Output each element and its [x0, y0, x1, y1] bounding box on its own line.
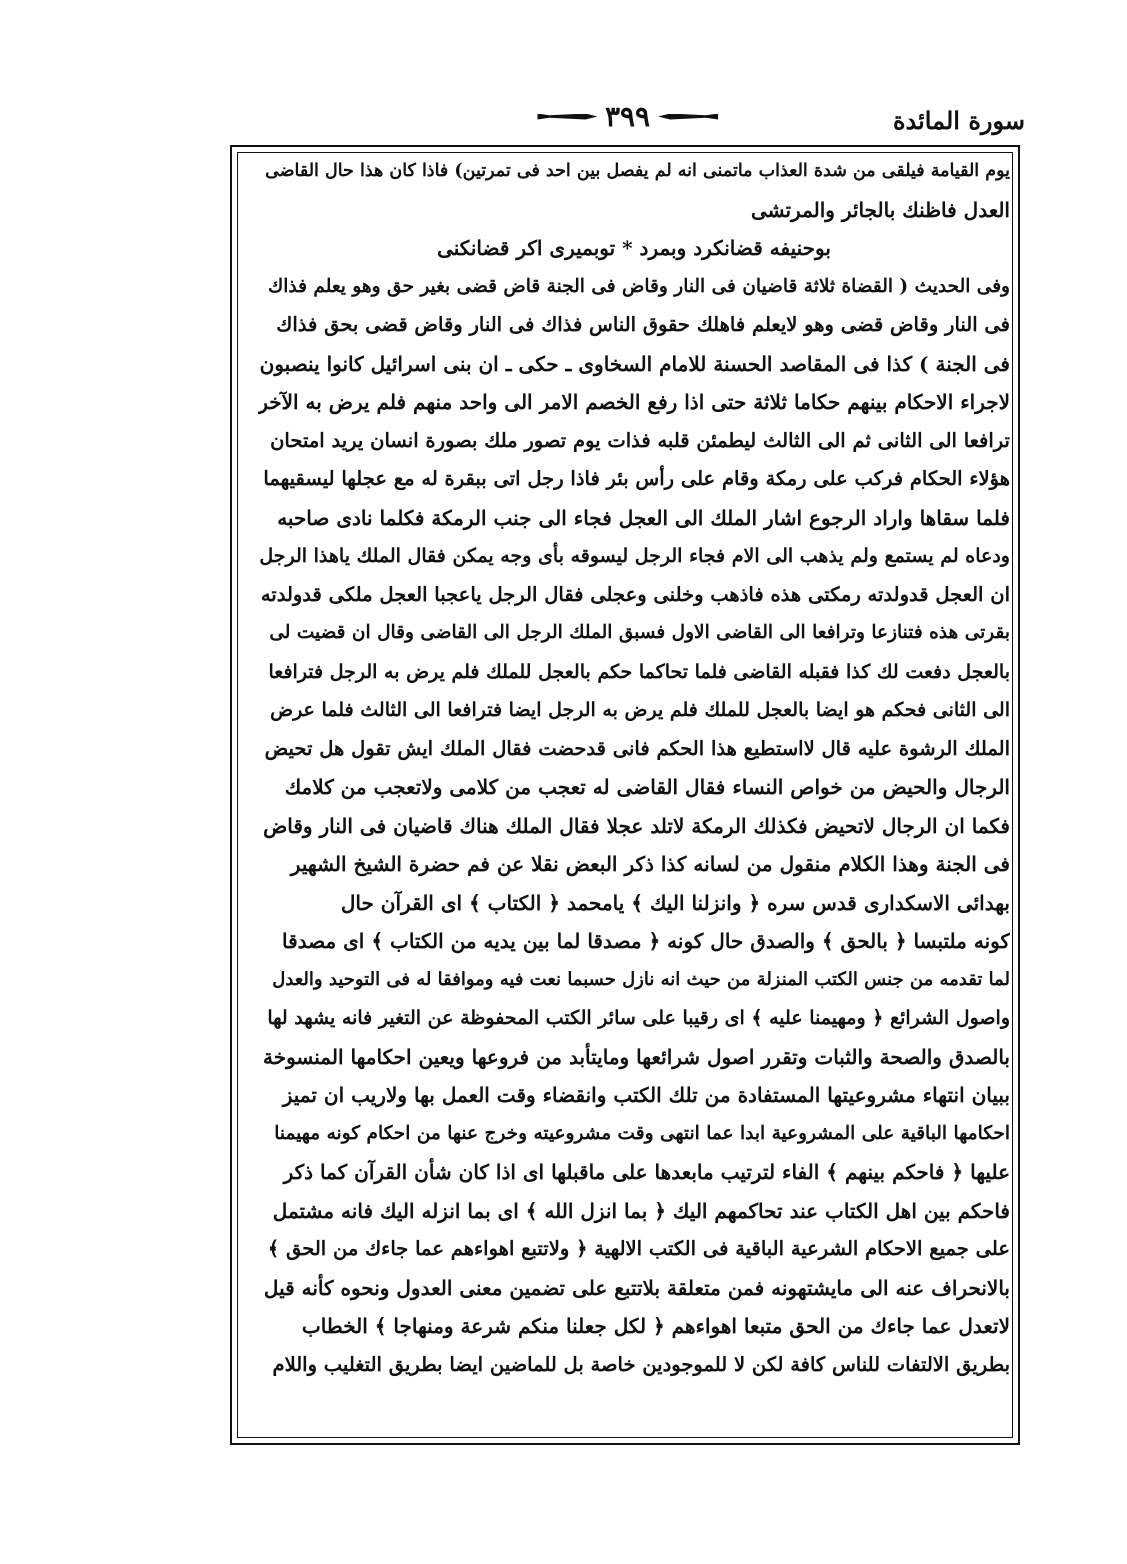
text-line: عليها ﴿ فاحكم بينهم ﴾ الفاء لترتيب مابعدها على ماقبلها اى اذا كان شأن القرآن كما ذكر: [283, 1160, 1010, 1184]
text-line: ودعاه لم يستمع ولم يذهب الى الام فجاء الرجل ليسوقه بأى وجه يمكن فقال الملك ياهذا الرجل: [259, 545, 1010, 567]
text-line: الملك الرشوة عليه قال لااستطيع هذا الحكم فانى قدحضت فقال الملك ايش تقول هل تحيض: [264, 736, 1010, 760]
text-line: بالعجل دفعت لك كذا فقبله القاضى فلما تحاكما حكم بالعجل للملك فلم يرض به الرجل فترافعا: [268, 660, 1010, 683]
text-line: احكامها الباقية على المشروعية ابدا عما انتهى وقت مشروعيته وخرج عنها من احكام كونه مهيمنا: [274, 1122, 1010, 1144]
ornament-right-icon: [537, 114, 597, 120]
text-line: بهدائى الاسكدارى قدس سره ﴿ وانزلنا اليك ﴾ يامحمد ﴿ الكتاب ﴾ اى القرآن حال: [340, 890, 1010, 915]
page-header: [230, 100, 1025, 140]
text-line: فلما سقاها واراد الرجوع اشار الملك الى العجل فجاء الى جنب الرمكة فكلما نادى صاحبه: [277, 505, 1010, 530]
text-line: الى الثانى فحكم هو ايضا بالعجل للملك فلم يرض به الرجل ايضا فترافعا الى الثالث فلما عرض: [270, 699, 1010, 721]
text-line: كونه ملتبسا ﴿ بالحق ﴾ والصدق حال كونه ﴿ مصدقا لما بين يديه من الكتاب ﴾ اى مصدقا: [281, 929, 1010, 953]
text-line: هؤلاء الحكام فركب على رمكة وقام على رأس بئر فاذا رجل اتى ببقرة له مع عجلها ليسقيهما: [263, 467, 1010, 490]
text-line: فكما ان الرجال لاتحيض فكذلك الرمكة لاتلد عجلا فقال الملك هناك قاضيان فى النار وقاض: [263, 813, 1010, 838]
text-line: بطريق الالتفات للناس كافة لكن لا للموجودين خاصة بل للماضين ايضا بطريق التغليب واللام: [272, 1352, 1010, 1376]
main-text: [258, 152, 1010, 1423]
surah-name: سورة المائدة: [892, 106, 1025, 135]
text-line: على جميع الاحكام الشرعية الباقية فى الكتب الالهية ﴿ ولاتتبع اهواءهم عما جاءك من الحق ﴾: [267, 1237, 1010, 1260]
page-number-block: [537, 100, 718, 133]
text-line: ترافعا الى الثانى ثم الى الثالث ليطمئن قلبه فذات يوم تصور ملك بصورة انسان يريد امتحان: [270, 428, 1010, 452]
poem-verse: بوحنيفه قضانكرد وبمرد * توبميرى اكر قضانكنى: [437, 236, 831, 260]
text-line: فاحكم بين اهل الكتاب عند تحاكمهم اليك ﴿ بما انزل الله ﴾ اى بما انزله اليك فانه مشتمل: [272, 1198, 1010, 1223]
text-line: العدل فاظنك بالجائر والمرتشى: [750, 197, 1010, 222]
text-line: لاجراء الاحكام بينهم حكاما ثلاثة حتى اذا رفع الخصم الامر الى واحد منهم فلم يرض به الآخر: [258, 390, 1010, 414]
text-line: ببيان انتهاء مشروعيتها المستفادة من تلك الكتب وانقضاء وقت العمل بها ولاريب ان تميز: [282, 1083, 1010, 1107]
ornament-left-icon: [658, 114, 718, 120]
text-line: لما تقدمه من جنس الكتب المنزلة من حيث انه نازل حسبما نعت فيه وموافقا له فى التوحيد والعدل: [272, 968, 1010, 990]
text-line: ان العجل قدولدته رمكتى هذه فاذهب وخلنى وعجلى فقال الرجل ياعجبا العجل ملكى قدولدته: [260, 582, 1010, 606]
text-line: [258, 1384, 1010, 1423]
text-line: فى الجنة وهذا الكلام منقول من لسانه كذا ذكر البعض نقلا عن فم حضرة الشيخ الشهير: [290, 852, 1010, 876]
text-line: فى النار وقاض قضى وهو لايعلم فاهلك حقوق الناس فذاك فى النار وقاض قضى بحق فذاك: [276, 313, 1010, 336]
text-line: فى الجنة ) كذا فى المقاصد الحسنة للامام السخاوى ـ حكى ـ ان بنى اسرائيل كانوا ينصبون: [259, 351, 1010, 376]
text-line: الرجال والحيض من خواص النساء فقال القاضى له تعجب من كلامى ولاتعجب من كلامك: [284, 775, 1010, 799]
text-line: يوم القيامة فيلقى من شدة العذاب ماتمنى انه لم يفصل بين احد فى تمرتين) فاذا كان هذا حال القاضى: [265, 161, 1010, 181]
text-line: واصول الشرائع ﴿ ومهيمنا عليه ﴾ اى رقيبا على سائر الكتب المحفوظة عن التغير فانه يشهد لها: [267, 1007, 1010, 1029]
text-line: لاتعدل عما جاءك من الحق متبعا اهواءهم ﴿ لكل جعلنا منكم شرعة ومنهاجا ﴾ الخطاب: [301, 1314, 1010, 1338]
text-line: وفى الحديث ( القضاة ثلاثة قاضيان فى النار وقاض فى الجنة قاض قضى بغير حق وهو يعلم فذاك: [268, 275, 1010, 297]
text-line: بالصدق والصحة والثبات وتقرر اصول شرائعها ومايتأبد من فروعها ويعين احكامها المنسوخة: [263, 1044, 1010, 1069]
text-line: بقرتى هذه فتنازعا وترافعا الى القاضى الاول فسبق الملك الرجل الى القاضى وقال ان قضيت لى: [269, 622, 1010, 643]
text-line: بالانحراف عنه الى مايشتهونه فمن متعلقة بلاتتبع على تضمين معنى العدول ونحوه كأنه قيل: [263, 1275, 1010, 1300]
page-number: ٣٩٩: [604, 100, 651, 133]
